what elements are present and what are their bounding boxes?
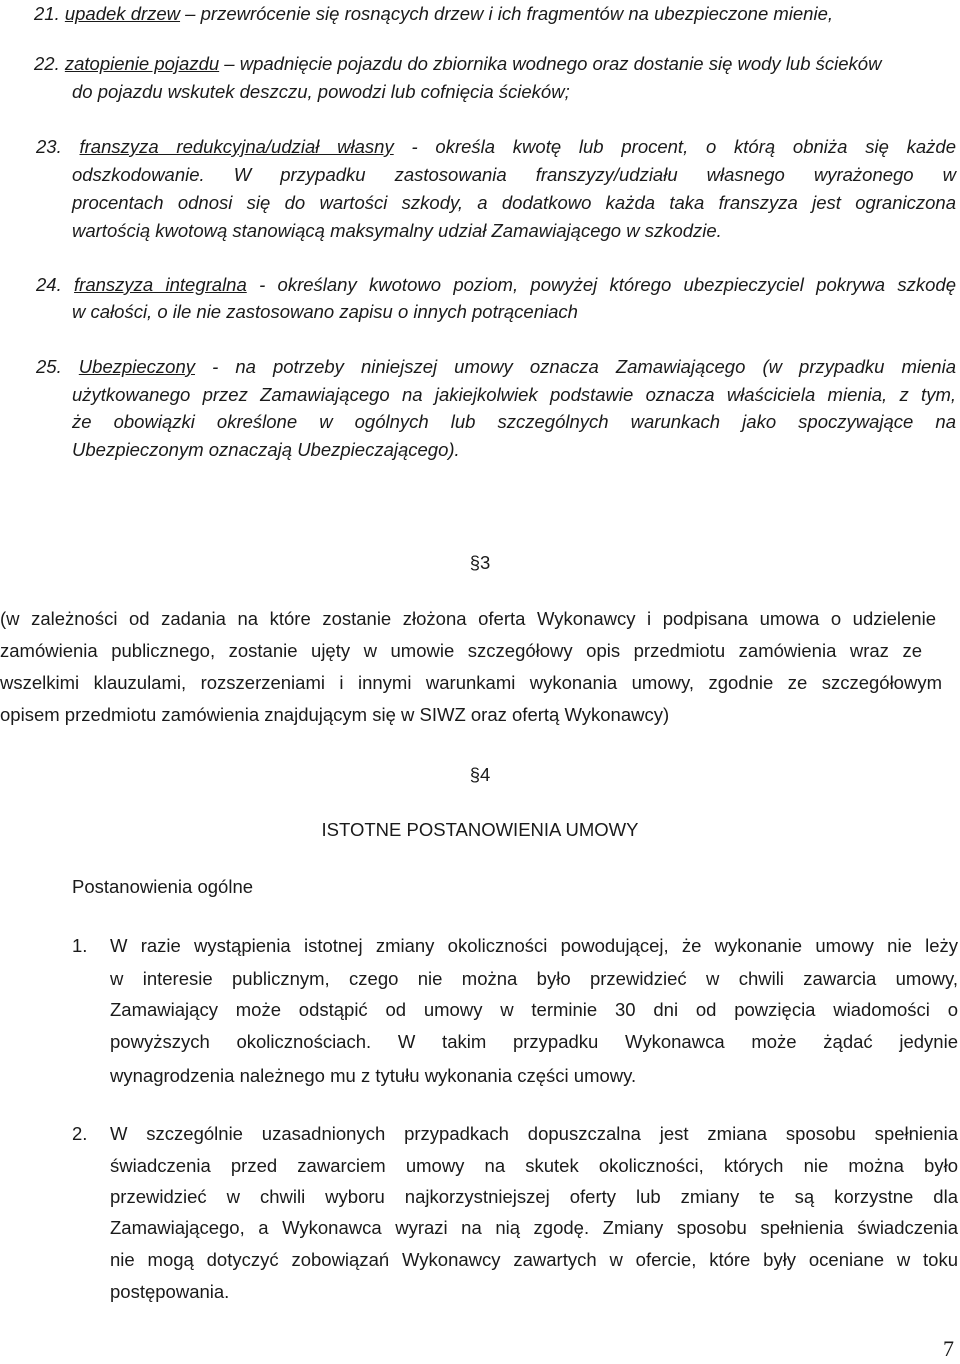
- paragraph-line: zamówienia publicznego, zostanie ujęty w umowie szczegółowy opis przedmiotu zamówienia wraz ze: [0, 640, 922, 661]
- definition-text: w całości, o ile nie zastosowano zapisu o innych potrąceniach: [72, 301, 578, 322]
- definition-text: procentach odnosi się do wartości szkody, a dodatkowo każda taka franszyza jest ograniczona: [72, 192, 956, 213]
- item-number: 24.: [36, 274, 62, 295]
- definition-text: wartością kwotową stanowiącą maksymalny udział Zamawiającego w szkodzie.: [72, 220, 722, 241]
- paragraph-line: Zamawiający może odstąpić od umowy w terminie 30 dni od powzięcia wiadomości o: [110, 999, 958, 1020]
- paragraph-line: (w zależności od zadania na które zostanie złożona oferta Wykonawcy i podpisana umowa o udzielenie: [0, 608, 936, 629]
- definition-text: - określa kwotę lub procent, o którą obniża się każde: [393, 136, 957, 157]
- paragraph-line: W razie wystąpienia istotnej zmiany okoliczności powodującej, że wykonanie umowy nie leży: [110, 935, 958, 956]
- paragraph-line: postępowania.: [110, 1281, 230, 1302]
- definition-text: odszkodowanie. W przypadku zastosowania franszyzy/udziału własnego wyrażonego w: [72, 164, 956, 185]
- item-number: 21.: [34, 3, 60, 24]
- defined-term: upadek drzew: [64, 3, 181, 24]
- item-number: 22.: [34, 53, 60, 74]
- item-number: 1.: [72, 935, 88, 956]
- defined-term: franszyza integralna: [74, 274, 247, 295]
- defined-term: zatopienie pojazdu: [64, 53, 220, 74]
- item-number: 2.: [72, 1123, 88, 1144]
- paragraph-line: powyższych okolicznościach. W takim przypadku Wykonawca może żądać jedynie: [110, 1031, 958, 1052]
- section-heading: §4: [469, 764, 491, 785]
- definition-text: – przewrócenie się rosnących drzew i ich fragmentów na ubezpieczone mienie,: [180, 3, 834, 24]
- paragraph-line: świadczenia przed zawarciem umowy na skutek okoliczności, których nie można było: [110, 1155, 958, 1176]
- page-number: 7: [943, 1336, 954, 1361]
- definition-text: – wpadnięcie pojazdu do zbiornika wodnego oraz dostanie się wody lub ścieków: [219, 53, 882, 74]
- item-number: 25.: [36, 356, 62, 377]
- definition-text: Ubezpieczonym oznaczają Ubezpieczającego).: [72, 439, 460, 460]
- paragraph-line: W szczególnie uzasadnionych przypadkach dopuszczalna jest zmiana sposobu spełnienia: [110, 1123, 958, 1144]
- paragraph-line: wszelkimi klauzulami, rozszerzeniami i innymi warunkami wykonania umowy, zgodnie ze szczegółowym: [0, 672, 942, 693]
- definition-text: użytkowanego przez Zamawiającego na jakiejkolwiek podstawie oznacza właściciela mienia, z tym,: [72, 384, 956, 405]
- paragraph-line: wynagrodzenia należnego mu z tytułu wykonania części umowy.: [110, 1065, 637, 1086]
- section-title: ISTOTNE POSTANOWIENIA UMOWY: [321, 819, 639, 840]
- paragraph-line: w interesie publicznym, czego nie można było przewidzieć w chwili zawarcia umowy,: [110, 968, 958, 989]
- defined-term: Ubezpieczony: [78, 356, 195, 377]
- paragraph-line: nie mogą dotyczyć zobowiązań Wykonawcy zawartych w ofercie, które były oceniane w toku: [110, 1249, 958, 1270]
- definition-text: że obowiązki określone w ogólnych lub szczególnych warunkach jako spoczywające na: [72, 411, 956, 432]
- item-number: 23.: [36, 136, 62, 157]
- paragraph-line: opisem przedmiotu zamówienia znajdującym się w SIWZ oraz ofertą Wykonawcy): [0, 704, 670, 725]
- section-heading: §3: [469, 552, 491, 573]
- paragraph-line: przewidzieć w chwili wyboru najkorzystniejszej oferty lub zmiany te są korzystne dla: [110, 1186, 958, 1207]
- definition-text: - określany kwotowo poziom, powyżej którego ubezpieczyciel pokrywa szkodę: [246, 274, 956, 295]
- section-subtitle: Postanowienia ogólne: [72, 876, 254, 897]
- defined-term: franszyza redukcyjna/udział własny: [79, 136, 394, 157]
- paragraph-line: Zamawiającego, a Wykonawca wyrazi na nią zgodę. Zmiany sposobu spełnienia świadczenia: [110, 1217, 958, 1238]
- definition-text: - na potrzeby niniejszej umowy oznacza Zamawiającego (w przypadku mienia: [195, 356, 956, 377]
- definition-text: do pojazdu wskutek deszczu, powodzi lub cofnięcia ścieków;: [72, 81, 570, 102]
